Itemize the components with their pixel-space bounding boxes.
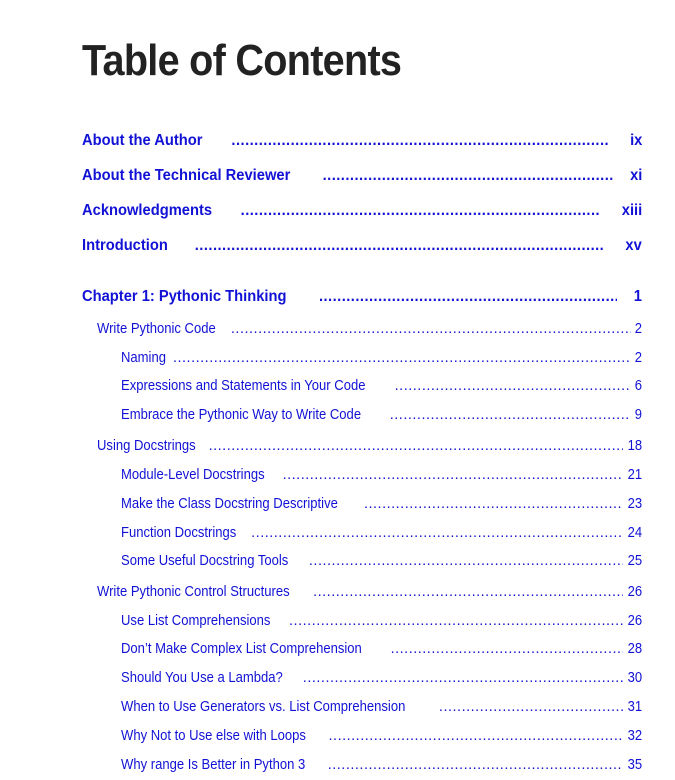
toc-entry-label: Use List Comprehensions [121, 613, 271, 629]
toc-entry-page: 1 [633, 288, 642, 305]
dot-leader [439, 698, 623, 716]
toc-entry-label: When to Use Generators vs. List Comprehension [121, 699, 406, 715]
toc-entry-complex-list-comprehension[interactable] [121, 640, 642, 658]
toc-entry-docstring-tools[interactable] [121, 552, 642, 570]
toc-entry-label: Should You Use a Lambda? [121, 670, 283, 686]
toc-entry-page: 35 [627, 757, 642, 773]
toc-entry-module-level-docstrings[interactable] [121, 466, 642, 484]
dot-leader [195, 236, 603, 256]
toc-entry-class-docstring[interactable] [121, 495, 642, 513]
dot-leader [231, 320, 631, 338]
toc-entry-generators-vs-list-comprehension[interactable] [121, 698, 642, 716]
toc-entry-page: xv [625, 237, 642, 254]
toc-entry-page: 24 [627, 525, 642, 541]
toc-entry-label: Make the Class Docstring Descriptive [121, 496, 338, 512]
toc-entry-chapter-1[interactable] [82, 287, 642, 307]
toc-entry-else-with-loops[interactable] [121, 727, 642, 745]
dot-leader [303, 669, 623, 687]
toc-entry-page: 2 [634, 350, 642, 366]
toc-entry-page: 2 [634, 321, 642, 337]
page-title: Table of Contents [82, 36, 402, 85]
toc-entry-page: 9 [634, 407, 642, 423]
toc-entry-using-docstrings[interactable] [97, 437, 642, 455]
dot-leader [173, 349, 631, 367]
toc-entry-naming[interactable] [121, 349, 642, 367]
toc-entry-page: xiii [621, 202, 642, 219]
dot-leader [390, 406, 631, 424]
dot-leader [309, 552, 623, 570]
dot-leader [323, 166, 613, 186]
toc-entry-about-the-author[interactable] [82, 131, 642, 151]
toc-entry-function-docstrings[interactable] [121, 524, 642, 542]
toc-entry-label: Function Docstrings [121, 525, 237, 541]
toc-entry-range-in-python-3[interactable] [121, 756, 642, 774]
dot-leader [329, 727, 623, 745]
toc-entry-page: ix [629, 132, 642, 149]
toc-entry-label: Write Pythonic Control Structures [97, 584, 290, 600]
dot-leader [364, 495, 623, 513]
toc-entry-page: 26 [627, 584, 642, 600]
toc-entry-page: 32 [627, 728, 642, 744]
toc-entry-label: Don’t Make Complex List Comprehension [121, 641, 362, 657]
toc-entry-label: Naming [121, 350, 166, 366]
toc-entry-page: 21 [627, 467, 642, 483]
dot-leader [241, 201, 601, 221]
toc-entry-write-pythonic-code[interactable] [97, 320, 642, 338]
dot-leader [328, 756, 623, 774]
toc-entry-expressions-and-statements[interactable] [121, 377, 642, 395]
toc-entry-label: Write Pythonic Code [97, 321, 216, 337]
dot-leader [283, 466, 623, 484]
toc-entry-label: About the Technical Reviewer [82, 167, 291, 184]
dot-leader [209, 437, 623, 455]
toc-entry-label: Acknowledgments [82, 202, 213, 219]
toc-entry-page: 28 [627, 641, 642, 657]
toc-entry-label: About the Author [82, 132, 203, 149]
toc-entry-acknowledgments[interactable] [82, 201, 642, 221]
dot-leader [231, 131, 609, 151]
toc-entry-label: Module-Level Docstrings [121, 467, 265, 483]
dot-leader [289, 612, 623, 630]
toc-entry-page: 6 [634, 378, 642, 394]
toc-entry-introduction[interactable] [82, 236, 642, 256]
toc-entry-label: Introduction [82, 237, 168, 254]
toc-entry-page: 30 [627, 670, 642, 686]
toc-entry-label: Embrace the Pythonic Way to Write Code [121, 407, 362, 423]
dot-leader [395, 377, 631, 395]
toc-entry-label: Why range Is Better in Python 3 [121, 757, 306, 773]
dot-leader [391, 640, 623, 658]
dot-leader [319, 287, 617, 307]
toc-entry-list-comprehensions[interactable] [121, 612, 642, 630]
toc-entry-control-structures[interactable] [97, 583, 642, 601]
toc-entry-label: Expressions and Statements in Your Code [121, 378, 366, 394]
dot-leader [251, 524, 623, 542]
toc-entry-label: Some Useful Docstring Tools [121, 553, 289, 569]
toc-entry-label: Why Not to Use else with Loops [121, 728, 306, 744]
toc-entry-label: Chapter 1: Pythonic Thinking [82, 288, 287, 305]
toc-entry-page: xi [629, 167, 642, 184]
toc-entry-embrace-the-pythonic-way[interactable] [121, 406, 642, 424]
toc-entry-label: Using Docstrings [97, 438, 196, 454]
toc-entry-page: 23 [627, 496, 642, 512]
toc-entry-page: 25 [627, 553, 642, 569]
toc-entry-page: 18 [627, 438, 642, 454]
toc-entry-page: 31 [627, 699, 642, 715]
toc-entry-lambda[interactable] [121, 669, 642, 687]
dot-leader [313, 583, 623, 601]
toc-entry-about-the-technical-reviewer[interactable] [82, 166, 642, 186]
toc-entry-page: 26 [627, 613, 642, 629]
